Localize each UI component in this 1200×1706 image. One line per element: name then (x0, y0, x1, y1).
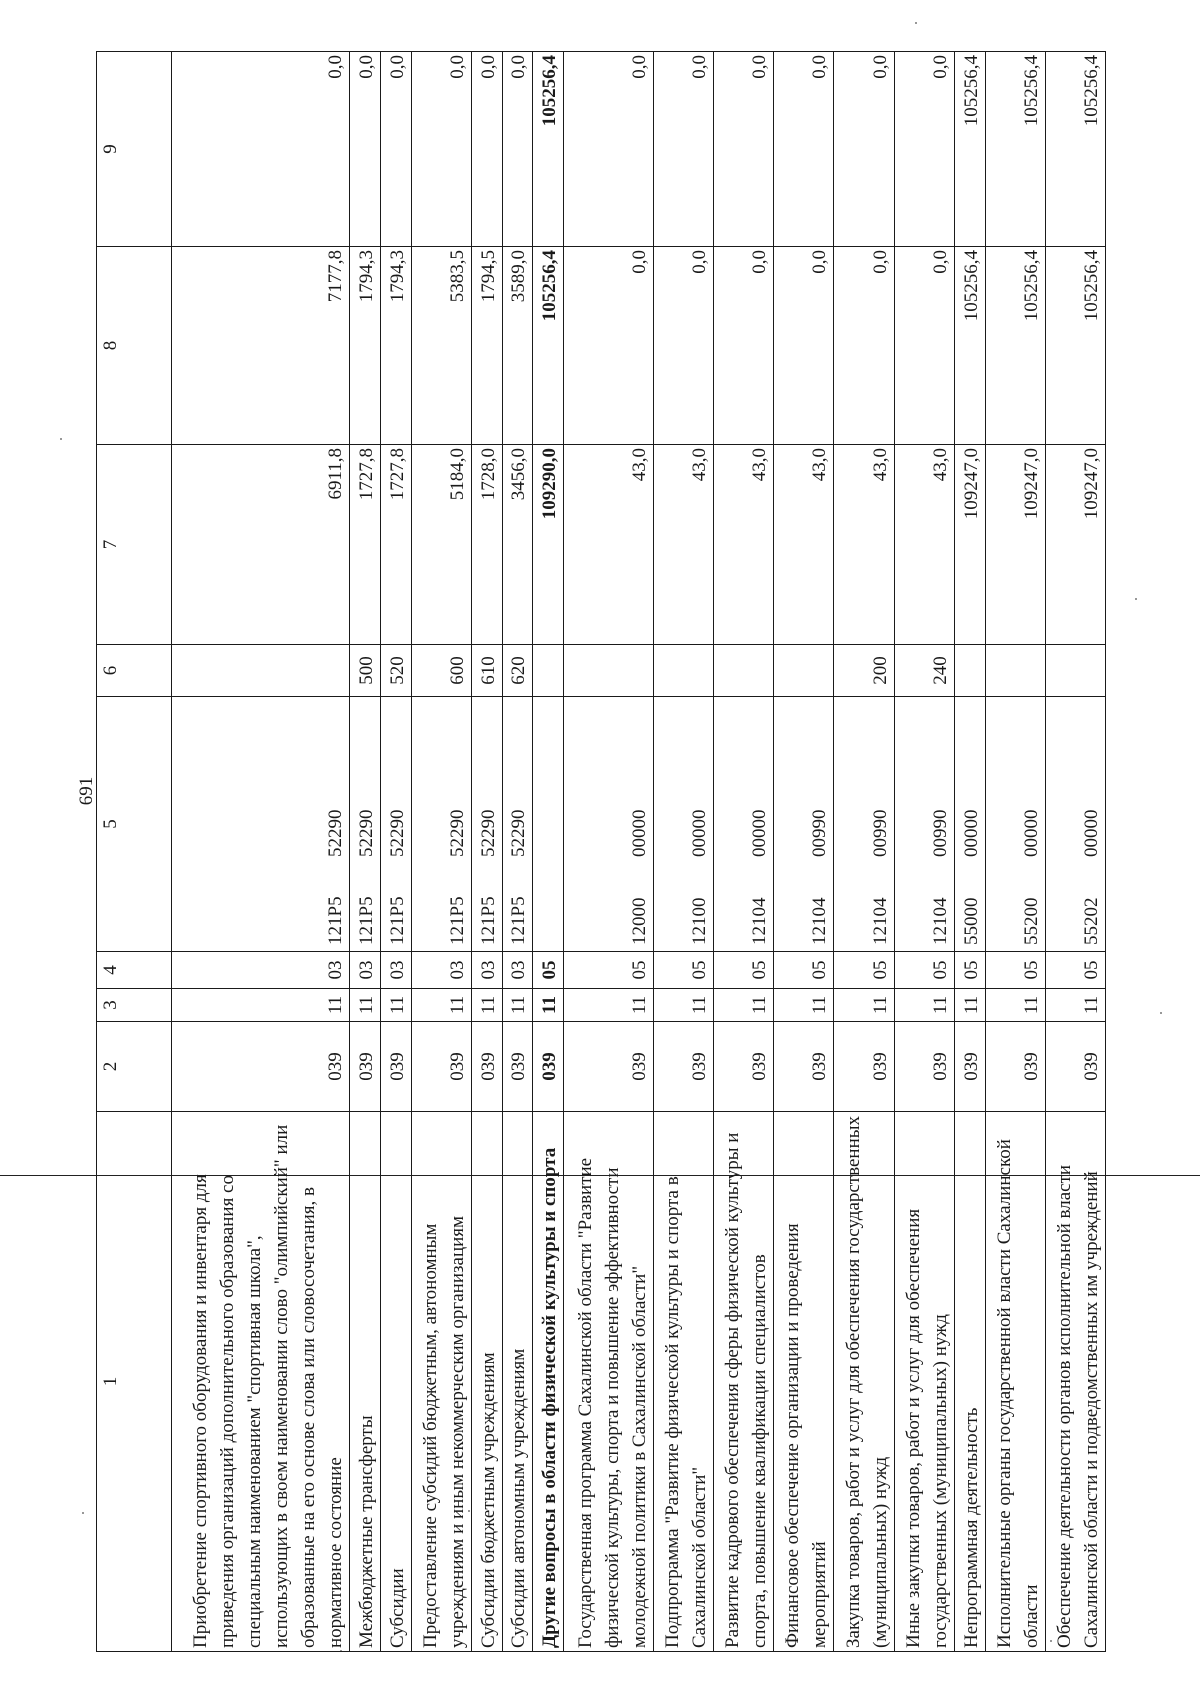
row-amount-col9: 0,0 (502, 52, 533, 247)
row-subsection: 03 (350, 952, 381, 989)
row-target (713, 697, 773, 952)
row-target-direction: 00000 (688, 809, 710, 857)
page-number: 691 (76, 776, 97, 806)
row-amount-col9: 105256,4 (985, 52, 1045, 247)
row-expense-type (954, 645, 985, 697)
row-target (563, 697, 653, 952)
row-code: 039 (834, 1022, 894, 1112)
table-row (350, 52, 381, 1652)
row-target (894, 697, 954, 952)
row-target-direction: 00000 (960, 809, 982, 857)
row-target-program: 12104 (809, 897, 831, 945)
scan-speck (915, 22, 917, 24)
row-amount-col7: 109247,0 (954, 445, 985, 645)
row-code: 039 (653, 1022, 713, 1112)
row-subsection: 05 (563, 952, 653, 989)
table-row (381, 52, 412, 1652)
row-target-direction: 00990 (809, 809, 831, 857)
table-row (411, 52, 471, 1652)
row-subsection: 05 (1045, 952, 1105, 989)
row-expense-type (563, 645, 653, 697)
row-amount-col9: 0,0 (350, 52, 381, 247)
col-header: 1 (97, 1112, 172, 1652)
table-row (502, 52, 533, 1652)
row-target-program: 12104 (749, 897, 771, 945)
row-target-program: 121P5 (386, 896, 408, 945)
row-target (533, 697, 564, 952)
row-subsection: 03 (411, 952, 471, 989)
row-expense-type: 240 (894, 645, 954, 697)
row-amount-col8: 105256,4 (985, 247, 1045, 445)
row-expense-type: 610 (472, 645, 503, 697)
table-row (1045, 52, 1105, 1652)
row-subsection: 05 (713, 952, 773, 989)
row-target-program: 121P5 (508, 896, 530, 945)
row-amount-col7: 109247,0 (985, 445, 1045, 645)
row-target (172, 697, 350, 952)
row-subsection: 05 (533, 952, 564, 989)
row-name: Субсидии (381, 1112, 412, 1652)
row-amount-col7: 43,0 (653, 445, 713, 645)
row-expense-type (713, 645, 773, 697)
col-header: 5 (97, 697, 172, 952)
row-name: Предоставление субсидий бюджетным, автономным учреждениям и иным некоммерческим организациям (411, 1112, 471, 1652)
row-expense-type (172, 645, 350, 697)
row-target-direction: 52290 (325, 809, 347, 857)
row-amount-col7: 1727,8 (381, 445, 412, 645)
row-subsection: 05 (653, 952, 713, 989)
row-code: 039 (774, 1022, 834, 1112)
row-expense-type (533, 645, 564, 697)
row-amount-col9: 0,0 (834, 52, 894, 247)
row-name: Исполнительные органы государственной власти Сахалинской области (985, 1112, 1045, 1652)
row-expense-type (653, 645, 713, 697)
col-header: 4 (97, 952, 172, 989)
row-section: 11 (954, 989, 985, 1022)
row-amount-col9: 0,0 (381, 52, 412, 247)
row-name: Межбюджетные трансферты (350, 1112, 381, 1652)
row-code: 039 (894, 1022, 954, 1112)
row-amount-col7: 6911,8 (172, 445, 350, 645)
row-amount-col7: 1727,8 (350, 445, 381, 645)
row-section: 11 (774, 989, 834, 1022)
row-amount-col9: 105256,4 (533, 52, 564, 247)
row-amount-col7: 43,0 (894, 445, 954, 645)
row-amount-col9: 0,0 (472, 52, 503, 247)
row-amount-col8: 1794,3 (350, 247, 381, 445)
row-expense-type: 620 (502, 645, 533, 697)
row-code: 039 (381, 1022, 412, 1112)
row-code: 039 (1045, 1022, 1105, 1112)
row-code: 039 (563, 1022, 653, 1112)
row-amount-col8: 7177,8 (172, 247, 350, 445)
row-amount-col7: 3456,0 (502, 445, 533, 645)
row-expense-type: 600 (411, 645, 471, 697)
table-row (834, 52, 894, 1652)
row-amount-col8: 105256,4 (533, 247, 564, 445)
rotated-budget-table (96, 52, 1106, 1652)
row-subsection: 05 (985, 952, 1045, 989)
scan-speck (60, 438, 62, 440)
row-target-program: 121P5 (325, 896, 347, 945)
row-target (502, 697, 533, 952)
row-expense-type: 200 (834, 645, 894, 697)
row-target-direction: 00990 (929, 809, 951, 857)
row-code: 039 (533, 1022, 564, 1112)
row-amount-col7: 109290,0 (533, 445, 564, 645)
row-amount-col8: 5383,5 (411, 247, 471, 445)
row-name: Другие вопросы в области физической культуры и спорта (533, 1112, 564, 1652)
col-header: 8 (97, 247, 172, 445)
table-row (533, 52, 564, 1652)
row-amount-col9: 0,0 (653, 52, 713, 247)
table-row (563, 52, 653, 1652)
row-expense-type: 500 (350, 645, 381, 697)
row-target-direction: 00000 (1020, 809, 1042, 857)
col-header: 7 (97, 445, 172, 645)
row-target-direction: 52290 (447, 809, 468, 857)
row-amount-col9: 105256,4 (954, 52, 985, 247)
row-target-direction: 00000 (1081, 809, 1102, 857)
row-target-direction: 00000 (749, 809, 771, 857)
scan-speck (1160, 1012, 1162, 1014)
row-amount-col8: 0,0 (713, 247, 773, 445)
row-target (381, 697, 412, 952)
row-expense-type (1045, 645, 1105, 697)
row-amount-col8: 1794,5 (472, 247, 503, 445)
row-section: 11 (1045, 989, 1105, 1022)
row-amount-col8: 1794,3 (381, 247, 412, 445)
row-subsection: 03 (472, 952, 503, 989)
row-section: 11 (894, 989, 954, 1022)
row-subsection: 05 (894, 952, 954, 989)
table-row (954, 52, 985, 1652)
table-row (472, 52, 503, 1652)
table-row (894, 52, 954, 1652)
row-expense-type: 520 (381, 645, 412, 697)
row-name: Развитие кадрового обеспечения сферы физической культуры и спорта, повышение квалификации специалистов (713, 1112, 773, 1652)
row-amount-col8: 0,0 (894, 247, 954, 445)
row-name: Субсидии бюджетным учреждениям (472, 1112, 503, 1652)
row-target-direction: 52290 (386, 809, 408, 857)
table-row (653, 52, 713, 1652)
row-subsection: 03 (172, 952, 350, 989)
row-amount-col8: 105256,4 (954, 247, 985, 445)
row-name: Приобретение спортивного оборудования и инвентаря для приведения организаций дополнительного образования со специальным наименованием "спортивная школа", использующих в своем наименовании слово "олимпийский" или образованные на его основе слова или словосочетания, в нормативное состояние (172, 1112, 350, 1652)
row-target-direction: 52290 (508, 809, 530, 857)
row-target (774, 697, 834, 952)
row-target (954, 697, 985, 952)
table-row (172, 52, 350, 1652)
row-target (653, 697, 713, 952)
row-target-program: 121P5 (477, 896, 499, 945)
row-amount-col9: 0,0 (894, 52, 954, 247)
row-name: Закупка товаров, работ и услуг для обеспечения государственных (муниципальных) нужд (834, 1112, 894, 1652)
row-name: Подпрограмма "Развитие физической культуры и спорта в Сахалинской области" (653, 1112, 713, 1652)
row-target (411, 697, 471, 952)
row-code: 039 (713, 1022, 773, 1112)
row-target-program: 12000 (628, 897, 650, 945)
row-target (985, 697, 1045, 952)
table-row (774, 52, 834, 1652)
row-code: 039 (472, 1022, 503, 1112)
row-section: 11 (350, 989, 381, 1022)
row-code: 039 (502, 1022, 533, 1112)
row-target-program: 121P5 (447, 896, 468, 945)
row-target-program: 12100 (688, 897, 710, 945)
row-code: 039 (954, 1022, 985, 1112)
row-subsection: 03 (381, 952, 412, 989)
row-section: 11 (172, 989, 350, 1022)
row-target-program: 55200 (1020, 897, 1042, 945)
row-section: 11 (472, 989, 503, 1022)
row-amount-col7: 43,0 (713, 445, 773, 645)
row-subsection: 05 (954, 952, 985, 989)
row-section: 11 (533, 989, 564, 1022)
row-name: Государственная программа Сахалинской области "Развитие физической культуры, спорта и повышение эффективности молодежной политики в Сахалинской области" (563, 1112, 653, 1652)
row-amount-col9: 0,0 (411, 52, 471, 247)
col-header: 6 (97, 645, 172, 697)
row-section: 11 (381, 989, 412, 1022)
table-header-row (97, 52, 172, 1652)
row-target (1045, 697, 1105, 952)
row-amount-col8: 0,0 (774, 247, 834, 445)
row-name: Обеспечение деятельности органов исполнительной власти Сахалинской области и подведомственных им учреждений (1045, 1112, 1105, 1652)
col-header: 3 (97, 989, 172, 1022)
row-target-program: 55000 (960, 897, 982, 945)
row-amount-col9: 0,0 (172, 52, 350, 247)
scan-speck (82, 1512, 84, 1514)
row-target (350, 697, 381, 952)
budget-table (96, 51, 1106, 1652)
row-expense-type (985, 645, 1045, 697)
row-amount-col8: 3589,0 (502, 247, 533, 445)
row-section: 11 (563, 989, 653, 1022)
row-section: 11 (713, 989, 773, 1022)
row-amount-col9: 0,0 (713, 52, 773, 247)
row-subsection: 03 (502, 952, 533, 989)
row-section: 11 (502, 989, 533, 1022)
row-amount-col7: 43,0 (834, 445, 894, 645)
row-target-direction: 00990 (869, 809, 891, 857)
row-name: Субсидии автономным учреждениям (502, 1112, 533, 1652)
row-target-program: 12104 (869, 897, 891, 945)
row-amount-col7: 1728,0 (472, 445, 503, 645)
row-target (472, 697, 503, 952)
row-target (834, 697, 894, 952)
row-code: 039 (172, 1022, 350, 1112)
row-section: 11 (411, 989, 471, 1022)
table-row (985, 52, 1045, 1652)
row-target-program: 12104 (929, 897, 951, 945)
row-amount-col7: 109247,0 (1045, 445, 1105, 645)
row-subsection: 05 (774, 952, 834, 989)
row-subsection: 05 (834, 952, 894, 989)
row-code: 039 (411, 1022, 471, 1112)
col-header: 2 (97, 1022, 172, 1112)
row-code: 039 (350, 1022, 381, 1112)
row-target-program: 55202 (1081, 897, 1102, 945)
scan-speck (1135, 598, 1137, 600)
row-amount-col9: 0,0 (563, 52, 653, 247)
row-expense-type (774, 645, 834, 697)
col-header: 9 (97, 52, 172, 247)
row-target-direction: 00000 (628, 809, 650, 857)
row-name: Иные закупки товаров, работ и услуг для обеспечения государственных (муниципальных) нужд (894, 1112, 954, 1652)
row-name: Непрограммная деятельность (954, 1112, 985, 1652)
row-amount-col7: 43,0 (563, 445, 653, 645)
row-target-direction: 52290 (356, 809, 378, 857)
table-row (713, 52, 773, 1652)
row-amount-col7: 43,0 (774, 445, 834, 645)
row-amount-col8: 0,0 (834, 247, 894, 445)
row-section: 11 (653, 989, 713, 1022)
row-code: 039 (985, 1022, 1045, 1112)
row-section: 11 (985, 989, 1045, 1022)
row-section: 11 (834, 989, 894, 1022)
row-amount-col7: 5184,0 (411, 445, 471, 645)
row-name: Финансовое обеспечение организации и проведения мероприятий (774, 1112, 834, 1652)
row-amount-col9: 0,0 (774, 52, 834, 247)
row-amount-col8: 105256,4 (1045, 247, 1105, 445)
row-amount-col8: 0,0 (563, 247, 653, 445)
row-amount-col9: 105256,4 (1045, 52, 1105, 247)
row-target-program: 121P5 (356, 896, 378, 945)
row-amount-col8: 0,0 (653, 247, 713, 445)
row-target-direction: 52290 (477, 809, 499, 857)
